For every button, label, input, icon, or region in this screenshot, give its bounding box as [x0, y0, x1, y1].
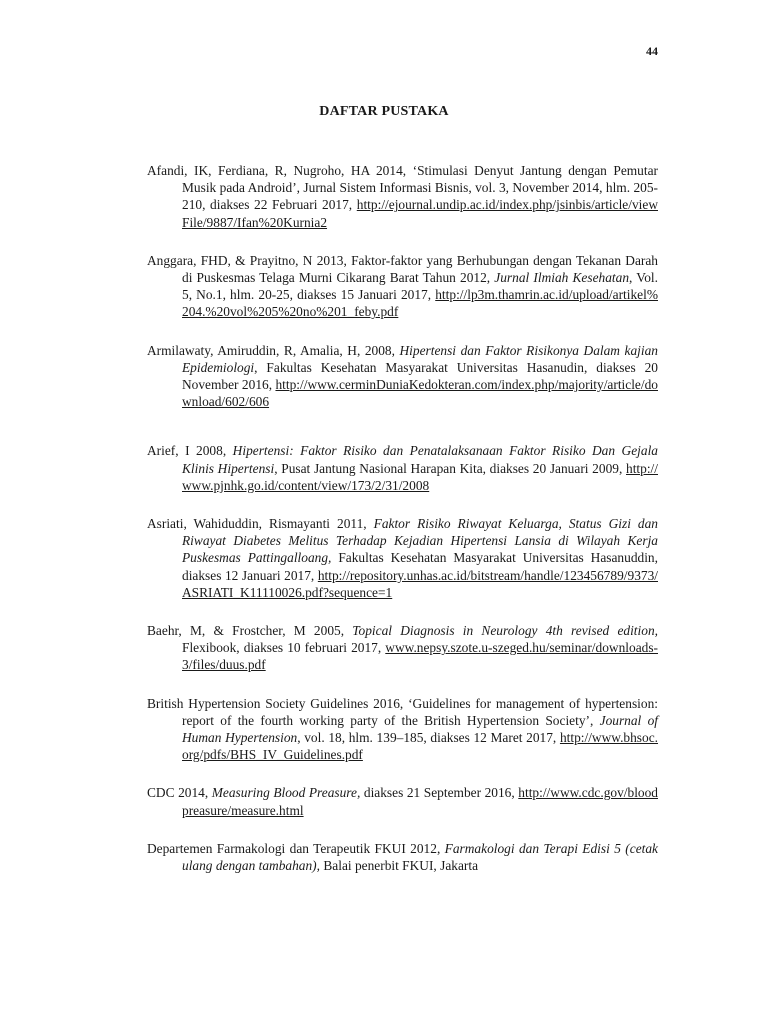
- reference-text: , vol. 18, hlm. 139–185, diakses 12 Maret 2017,: [297, 730, 560, 746]
- reference-list: [147, 162, 658, 895]
- reference-text: Balai penerbit FKUI, Jakarta: [320, 858, 479, 874]
- reference-link[interactable]: http://www.bhsoc.org/pdfs/BHS_IV_Guidelines.pdf: [182, 730, 659, 763]
- reference-item: [147, 840, 658, 874]
- reference-item: [147, 784, 658, 818]
- reference-italic-title: Faktor Risiko Riwayat Keluarga, Status Gizi dan Riwayat Diabetes Melitus Terhadap Kejadian Hipertensi Lansia di Wilayah Kerja Puskesmas Pattingalloang,: [182, 516, 658, 566]
- reference-italic-title: Measuring Blood Preasure,: [211, 785, 361, 801]
- reference-text: Arief, I 2008,: [147, 443, 233, 459]
- reference-text: diakses 21 September 2016,: [360, 785, 519, 801]
- reference-italic-title: Hipertensi dan Faktor Risikonya Dalam kajian Epidemiologi: [182, 342, 658, 375]
- reference-item: [147, 342, 658, 411]
- reference-text: Departemen Farmakologi dan Terapeutik FKUI 2012,: [147, 840, 445, 856]
- reference-text: , Fakultas Kesehatan Masyarakat Universitas Hasanudin, diakses 20 November 2016,: [182, 359, 658, 393]
- reference-item: [147, 515, 658, 601]
- reference-link[interactable]: http://repository.unhas.ac.id/bitstream/handle/123456789/9373/ASRIATI_K11110026.pdf?sequence=1: [182, 567, 658, 600]
- reference-text: Baehr, M, & Frostcher, M 2005,: [147, 623, 353, 639]
- reference-link[interactable]: http://ejournal.undip.ac.id/index.php/jsinbis/article/viewFile/9887/Ifan%20Kurnia2: [182, 197, 658, 230]
- reference-link[interactable]: http://www.cdc.gov/bloodpreasure/measure.html: [182, 785, 658, 818]
- reference-text: Fakultas Kesehatan Masyarakat Universitas Hasanuddin, diakses 12 Januari 2017,: [182, 550, 658, 583]
- reference-item: [147, 252, 658, 321]
- reference-text: Anggara, FHD, & Prayitno, N 2013, Faktor-faktor yang Berhubungan dengan Tekanan Darah di Puskesmas Telaga Murni Cikarang Barat Tahun 2012,: [147, 252, 658, 286]
- reference-item: [147, 162, 658, 231]
- reference-link[interactable]: http://www.pjnhk.go.id/content/view/173/2/31/2008: [182, 460, 658, 493]
- reference-link[interactable]: http://www.cerminDuniaKedokteran.com/index.php/majority/article/download/602/606: [182, 377, 658, 410]
- reference-italic-title: Jurnal Ilmiah Kesehatan: [494, 270, 630, 286]
- reference-item: [147, 622, 658, 674]
- reference-text: Afandi, IK, Ferdiana, R, Nugroho, HA 2014, ‘Stimulasi Denyut Jantung dengan Pemutar Musik pada Android’, Jurnal Sistem Informasi Bisnis, vol. 3, November 2014, hlm. 205-210, diakses 22 Februari 2017,: [147, 163, 658, 213]
- reference-text: Armilawaty, Amiruddin, R, Amalia, H, 2008,: [147, 342, 400, 358]
- reference-text: CDC 2014,: [147, 785, 212, 801]
- reference-italic-title: Farmakologi dan Terapi Edisi 5 (cetak ulang dengan tambahan),: [182, 840, 658, 874]
- reference-italic-title: Hipertensi: Faktor Risiko dan Penatalaksanaan Faktor Risiko Dan Gejala Klinis Hipertensi: [182, 443, 659, 476]
- reference-italic-title: Journal of Human Hypertension: [182, 712, 658, 746]
- reference-link[interactable]: www.nepsy.szote.u-szeged.hu/seminar/downloads-3/files/duus.pdf: [182, 640, 658, 673]
- reference-text: , Vol. 5, No.1, hlm. 20-25, diakses 15 Januari 2017,: [182, 270, 659, 303]
- reference-text: Flexibook, diakses 10 februari 2017,: [182, 640, 386, 656]
- reference-item: [147, 695, 658, 764]
- reference-text: , Pusat Jantung Nasional Harapan Kita, diakses 20 Januari 2009,: [274, 460, 626, 476]
- reference-link[interactable]: http://lp3m.thamrin.ac.id/upload/artikel%204.%20vol%205%20no%201_feby.pdf: [182, 287, 658, 320]
- page-title: DAFTAR PUSTAKA: [319, 104, 449, 119]
- reference-italic-title: Topical Diagnosis in Neurology 4th revised edition,: [352, 623, 658, 639]
- reference-item: [147, 442, 658, 494]
- reference-text: Asriati, Wahiduddin, Rismayanti 2011,: [147, 516, 374, 532]
- page-number: 44: [646, 44, 658, 58]
- reference-text: British Hypertension Society Guidelines 2016, ‘Guidelines for management of hypertension: report of the fourth working party of the British Hypertension Society’,: [147, 695, 658, 728]
